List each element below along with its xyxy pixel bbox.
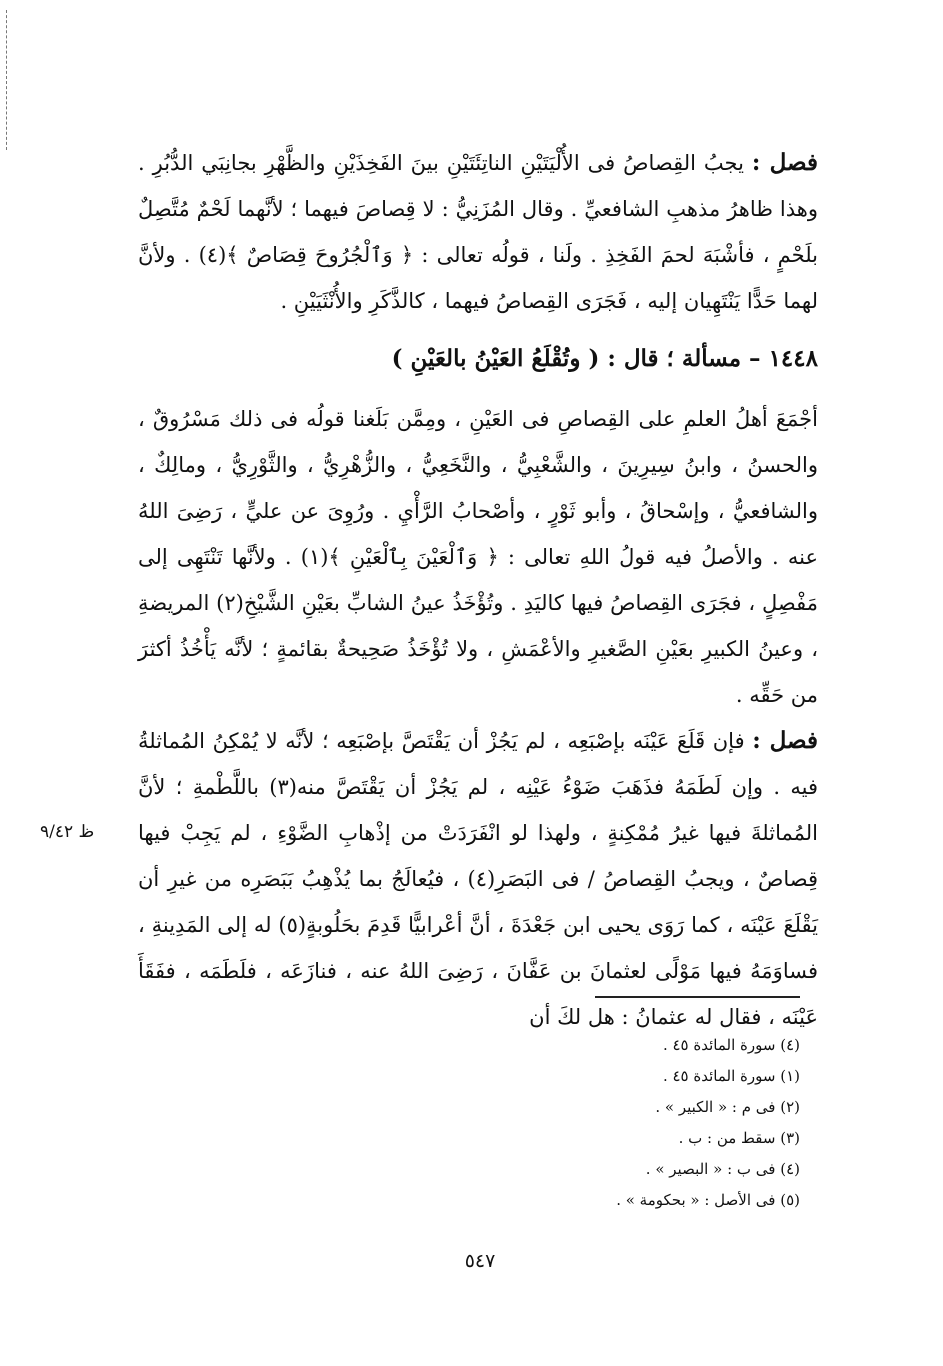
footnotes [600, 1030, 800, 1216]
paragraph-fasl-1 [138, 140, 818, 324]
footnote-item: (١) سورة المائدة ٤٥ . [662, 1067, 800, 1085]
fasl-label: فصل : [751, 149, 818, 176]
footnote-item: (٤) فى ب : « البصير » . [645, 1160, 800, 1178]
paragraph-fasl-2 [138, 718, 818, 1040]
fasl-label: فصل : [752, 727, 818, 754]
footnote-separator [595, 996, 800, 998]
footnote-item: (٥) فى الأصل : « بحكومة » . [616, 1191, 800, 1209]
paragraph-text: فإن قَلَعَ عَيْنَه بإصْبَعِه ، لم يَجُزْ أن يَقْتَصَّ بإصْبَعِه ؛ لأنَّه لا يُمْكِنُ المُماثلةُ فيه . وإن لَطَمَهُ فذَهَبَ ضَوْءُ عَيْنِه ، لم يَجُزْ أن يَقْتَصَّ منه(٣) باللَّطْمةِ ؛ لأنَّ المُماثلةَ فيها غيرُ مُمْكِنةٍ ، ولهذا لو انْفَرَدَتْ من إذْهابِ الضَّوْءِ ، لم يَجِبْ فيها قِصاصٌ ، ويجبُ القِصاصُ / فى البَصَرِ(٤) ، فيُعالَجُ بما يُذْهِبُ بَبَصَرِه من غيرِ أن يَقْلَعَ عَيْنَه ، كما رَوَى يحيى ابن جَعْدَةَ ، أنَّ أعْرابيًّا قَدِمَ بحَلُوبةٍ(٥) له إلى المَدِينةِ ، فساوَمَهُ فيها مَوْلًى لعثمانَ بن عَفَّانَ ، رَضِىَ اللهُ عنه ، فنازَعَه ، فلَطَمَه ، ففَقَأَ عَيْنَه ، فقال له عثمانُ : هل لكَ أن [138, 729, 819, 1029]
manuscript-folio-note: ظ ٩/٤٢ [40, 822, 95, 842]
main-text [138, 140, 818, 1040]
paragraph-text: يجبُ القِصاصُ فى الأُلْيَتَيْنِ الناتِئَتَيْنِ بينَ الفَخِذَيْنِ والظَّهْرِ بجانِبَي الدُّبُرِ . وهذا ظاهرُ مذهبِ الشافعيِّ . وقال المُزَنِيُّ : لا قِصاصَ فيهما ؛ لأنَّهما لَحْمٌ مُتَّصِلٌ بلَحْمٍ ، فأشْبَهَ لحمَ الفَخِذِ . ولَنا ، قولُه تعالى : ﴿ وَٱلْجُرُوحَ قِصَاصٌ ﴾(٤) . ولأنَّ لهما حَدًّا يَنْتَهِيان إليه ، فَجَرَى القِصاصُ فيهما ، كالذَّكَرِ والأُنْثَيَيْنِ . [138, 151, 818, 313]
masala-heading: ١٤٤٨ – مسألة ؛ قال : ( وتُقْلَعُ العَيْنُ بالعَيْنِ ) [391, 345, 818, 372]
page-number: ٥٤٧ [464, 1250, 496, 1272]
margin-rule [6, 10, 8, 150]
paragraph-masala: أجْمَعَ أهلُ العلمِ على القِصاصِ فى العَيْنِ ، ومِمَّن بَلَغنا قولُه فى ذلك مَسْرُوقٌ ، والحسنُ ، وابنُ سِيرِينَ ، والشَّعْبِيُّ ، والنَّخَعِيُّ ، والزُّهْرِيُّ ، والثَّوْرِيُّ ، ومالِكٌ ، والشافعيُّ ، وإسْحاقُ ، وأبو ثَوْرٍ ، وأصْحابُ الرَّأْيِ . ورُوِىَ عن عليٍّ ، رَضِىَ اللهُ عنه . والأصلُ فيه قولُ اللهِ تعالى : ﴿ وَٱلْعَيْنَ بِٱلْعَيْنِ ﴾(١) . ولأنَّها تَنْتَهِى إلى مَفْصِلٍ ، فجَرَى القِصاصُ فيها كاليَدِ . وتُؤْخَذُ عينُ الشابِّ بعَيْنِ الشَّيْخِ(٢) المريضةِ ، وعينُ الكبيرِ بعَيْنِ الصَّغيرِ والأعْمَشِ ، ولا تُؤْخَذُ صَحِيحةٌ بقائمةٍ ؛ لأنَّه يَأْخُذُ أكثرَ من حَقِّه . [138, 407, 818, 707]
footnote-item: (٢) فى م : « الكبير » . [655, 1098, 800, 1116]
footnote-item: (٤) سورة المائدة ٤٥ . [662, 1036, 800, 1054]
footnote-item: (٣) سقط من : ب . [678, 1129, 800, 1147]
